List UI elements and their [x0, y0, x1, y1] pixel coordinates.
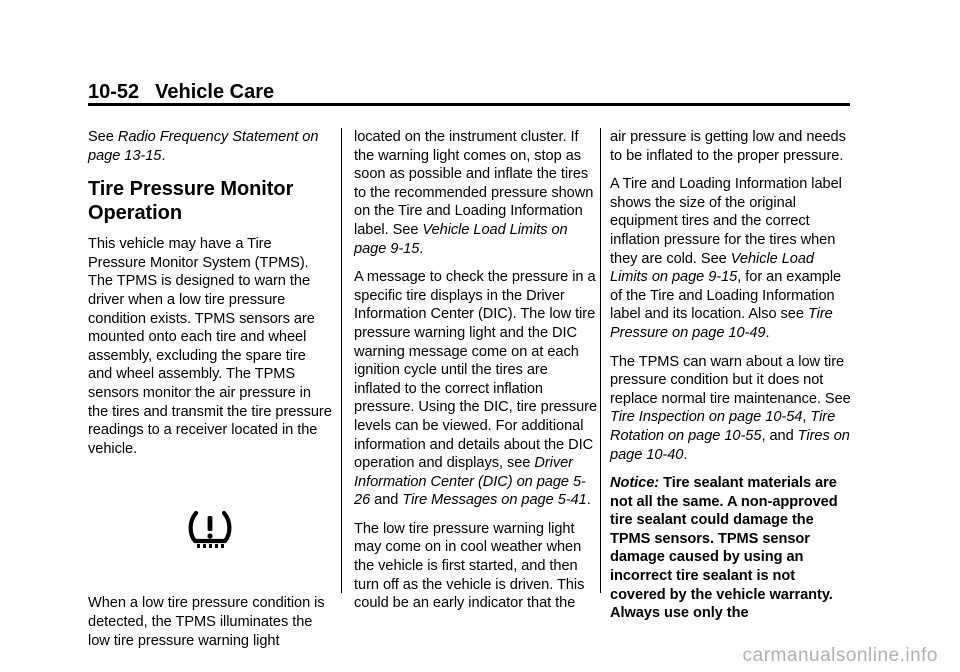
section-title: Vehicle Care	[155, 81, 275, 103]
punct: .	[765, 324, 770, 341]
loading-label-mid: , for an example of the Tire and Loading Information label and its location. Also see	[610, 269, 842, 323]
low-tire-pressure-warning-icon	[186, 510, 234, 550]
tire-messages-link[interactable]: Tire Messages on page 5-41	[402, 492, 587, 509]
see-reference-paragraph	[88, 128, 332, 165]
tires-link[interactable]: Tires on page 10-40	[610, 427, 850, 463]
cool-weather-paragraph: The low tire pressure warning light may come on in cool weather when the vehicle is first started, and then turn off as the vehicle is driven. This could be an early indicator that the	[354, 520, 585, 612]
see-suffix: .	[161, 147, 166, 164]
column-2	[354, 128, 598, 623]
tire-rotation-link[interactable]: Tire Rotation on page 10-55	[610, 409, 836, 444]
tpms-intro-paragraph: This vehicle may have a Tire Pressure Monitor System (TPMS). The TPMS is designed to warn the driver when a low tire pressure condition exists. TPMS sensors are mounted onto each tire and wheel assembly, excluding the spare tire and wheel assembly. The TPMS sensors monitor the air pressure in the tires and transmit the tire pressure readings to a receiver located in the vehicle.	[88, 236, 332, 457]
column-divider-1	[341, 128, 342, 593]
and-text: , and	[761, 427, 798, 444]
maintenance-text: The TPMS can warn about a low tire pressure condition but it does not replace normal tire maintenance. See	[610, 353, 851, 407]
column-1	[88, 128, 332, 660]
notice-paragraph	[610, 474, 854, 623]
and-text: and	[370, 492, 403, 509]
page-header	[88, 80, 274, 104]
vehicle-load-limits-link[interactable]: Vehicle Load Limits on page 9-15	[610, 250, 814, 286]
header-rule	[88, 103, 850, 106]
tire-inspection-link[interactable]: Tire Inspection on page 10-54	[610, 409, 803, 426]
loading-label-paragraph	[610, 175, 854, 342]
punct: .	[419, 240, 424, 257]
dic-message-paragraph	[354, 268, 598, 510]
column-divider-2	[600, 128, 601, 593]
dic-message-text: A message to check the pressure in a specific tire displays in the Driver Information Center (DIC). The low tire pressure warning light and the DIC warning message come on at each ignition cycle until the tires are inflated to the correct inflation pressure. Using the DIC, tire pressure levels can be viewed. For additional information and details about the DIC operation and displays, see	[354, 269, 598, 472]
footer-watermark: carmanualsonline.info	[742, 645, 938, 666]
notice-label: Notice:	[610, 475, 660, 492]
warning-light-text: located on the instrument cluster. If the warning light comes on, stop as soon as possible and inflate the tires to the recommended pressure shown on the Tire and Loading Information label. See	[354, 129, 594, 238]
punct: .	[586, 492, 591, 509]
maintenance-paragraph	[610, 353, 854, 465]
dic-link[interactable]: Driver Information Center (DIC) on page 5-26	[354, 455, 586, 509]
icon-container	[88, 480, 332, 580]
see-prefix: See	[88, 129, 118, 145]
column-3	[610, 128, 854, 633]
vehicle-load-limits-link[interactable]: Vehicle Load Limits on page 9-15	[354, 221, 568, 257]
radio-frequency-link[interactable]: Radio Frequency Statement on page 13-15	[88, 129, 319, 164]
continued-paragraph: air pressure is getting low and needs to be inflated to the proper pressure.	[610, 129, 846, 164]
punct: ,	[802, 409, 811, 426]
warning-light-paragraph	[354, 128, 598, 258]
tpms-illuminates-paragraph: When a low tire pressure condition is detected, the TPMS illuminates the low tire pressure warning light	[88, 595, 325, 649]
loading-label-text: A Tire and Loading Information label shows the size of the original equipment tires and the correct inflation pressure for the tires when they are cold. See	[610, 176, 842, 267]
punct: .	[683, 446, 688, 463]
tire-pressure-link[interactable]: Tire Pressure on page 10-49	[610, 306, 833, 341]
notice-text: Tire sealant materials are not all the same. A non-approved tire sealant could damage the TPMS sensors. TPMS sensor damage caused by using an incorrect tire sealant is not covered by the vehicle warranty. Always use only the	[610, 475, 838, 622]
page-number: 10-52	[88, 81, 140, 103]
section-heading: Tire Pressure Monitor Operation	[88, 178, 294, 225]
